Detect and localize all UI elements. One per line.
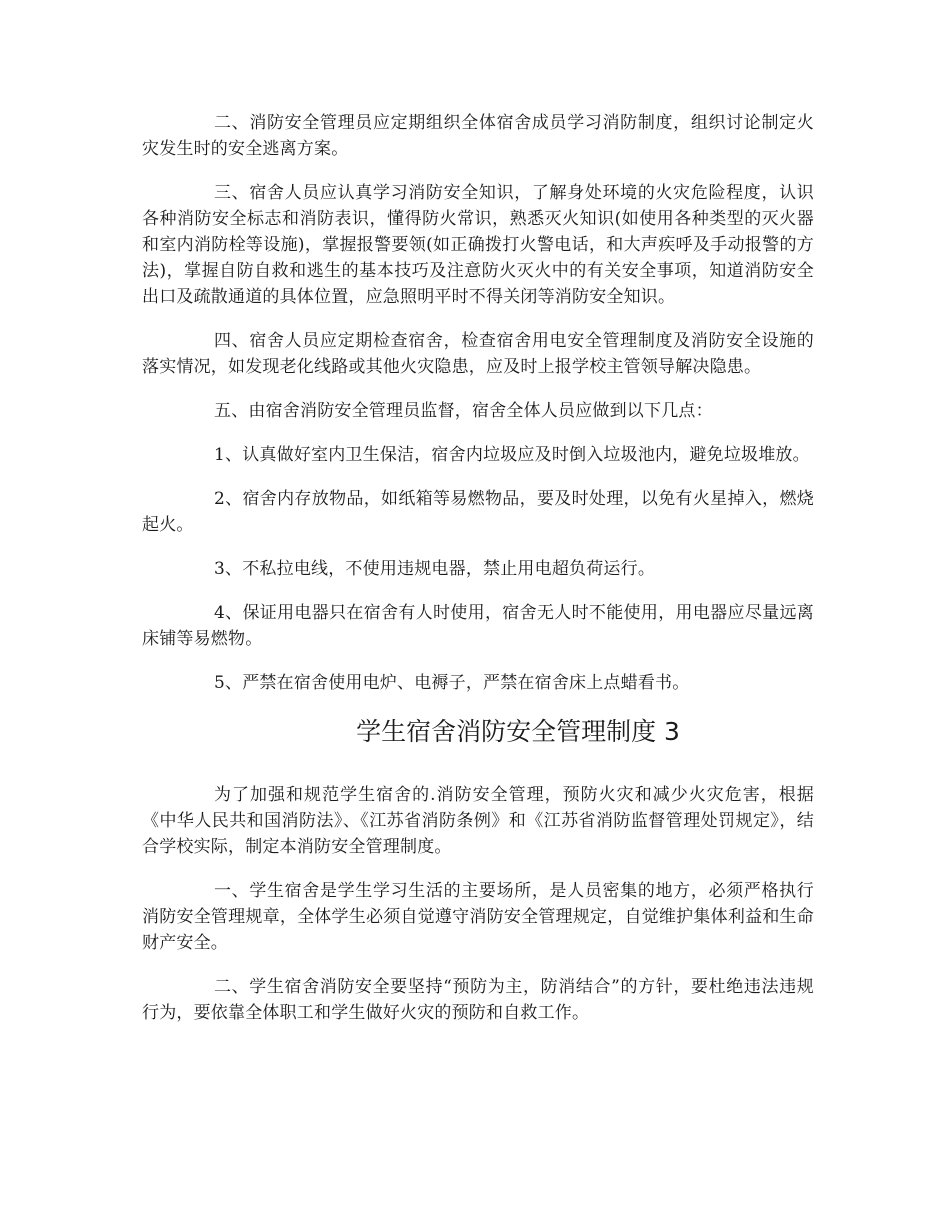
document-page	[142, 110, 814, 1044]
paragraph: 四、宿舍人员应定期检查宿舍，检查宿舍用电安全管理制度及消防安全设施的落实情况，如发现老化线路或其他火灾隐患，应及时上报学校主管领导解决隐患。	[142, 331, 814, 377]
paragraph: 二、消防安全管理员应定期组织全体宿舍成员学习消防制度，组织讨论制定火灾发生时的安全逃离方案。	[142, 113, 814, 159]
list-item: 3、不私拉电线，不使用违规电器，禁止用电超负荷运行。	[214, 559, 656, 579]
section-title: 学生宿舍消防安全管理制度 3	[356, 717, 680, 746]
paragraph: 二、学生宿舍消防安全要坚持“预防为主，防消结合”的方针，要杜绝违法违规行为，要依靠全体职工和学生做好火灾的预防和自救工作。	[142, 977, 814, 1023]
list-item: 5、严禁在宿舍使用电炉、电褥子，严禁在宿舍床上点蜡看书。	[214, 673, 690, 693]
paragraph: 五、由宿舍消防安全管理员监督，宿舍全体人员应做到以下几点：	[214, 401, 713, 421]
paragraph: 一、学生宿舍是学生学习生活的主要场所，是人员密集的地方，必须严格执行消防安全管理规章，全体学生必须自觉遵守消防安全管理规定，自觉维护集体利益和生命财产安全。	[142, 881, 814, 953]
list-item: 4、保证用电器只在宿舍有人时使用，宿舍无人时不能使用，用电器应尽量远离床铺等易燃物。	[142, 603, 814, 649]
list-item: 2、宿舍内存放物品，如纸箱等易燃物品，要及时处理，以免有火星掉入，燃烧起火。	[142, 489, 814, 535]
paragraph: 为了加强和规范学生宿舍的.消防安全管理，预防火灾和减少火灾危害，根据《中华人民共和国消防法》、《江苏省消防条例》和《江苏省消防监督管理处罚规定》，结合学校实际，制定本消防安全管理制度。	[142, 785, 814, 857]
paragraph: 三、宿舍人员应认真学习消防安全知识，了解身处环境的火灾危险程度，认识各种消防安全标志和消防表识，懂得防火常识，熟悉灭火知识(如使用各种类型的灭火器和室内消防栓等设施)，掌握报警要领(如正确拨打火警电话，和大声疾呼及手动报警的方法)，掌握自防自救和逃生的基本技巧及注意防火灭火中的有关安全事项，知道消防安全出口及疏散通道的具体位置，应急照明平时不得关闭等消防安全知识。	[142, 183, 814, 307]
list-item: 1、认真做好室内卫生保洁，宿舍内垃圾应及时倒入垃圾池内，避免垃圾堆放。	[214, 445, 810, 465]
